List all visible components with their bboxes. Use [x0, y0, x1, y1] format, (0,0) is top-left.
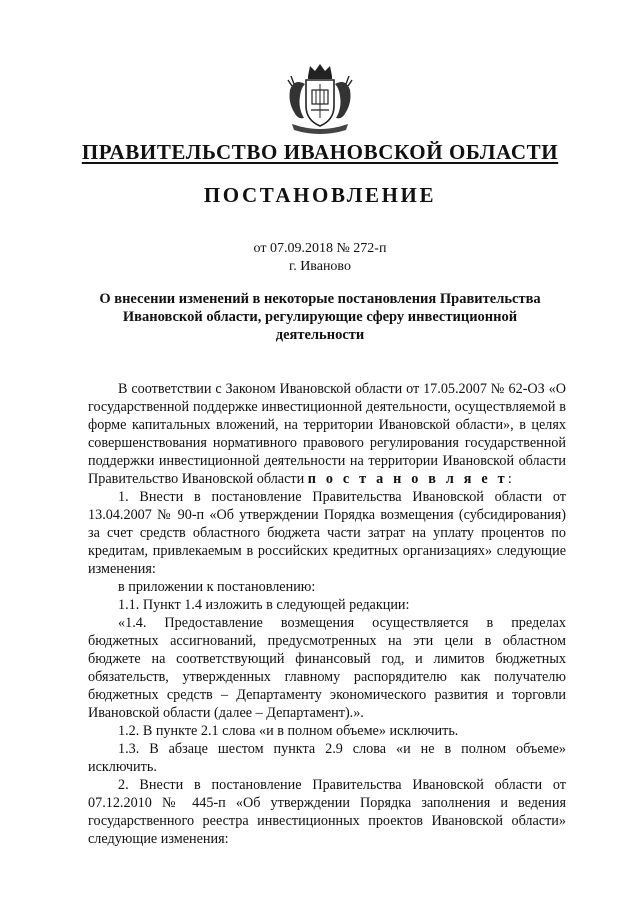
body-paragraph: 2. Внести в постановление Правительства Ивановской области от 07.12.2010 № 445-п «Об утверждении Порядка заполнения и ведения государственного реестра инвестиционных проектов Ивановской области» следующие изменения:	[88, 777, 566, 847]
decree-colon: :	[507, 471, 512, 487]
document-body	[88, 380, 566, 848]
ivanovo-coat-of-arms-icon	[286, 62, 354, 136]
document-date-number: от 07.09.2018 № 272-п	[253, 241, 387, 256]
body-paragraph: 1.3. В абзаце шестом пункта 2.9 слова «и не в полном объеме» исключить.	[88, 741, 566, 775]
organization-title: ПРАВИТЕЛЬСТВО ИВАНОВСКОЙ ОБЛАСТИ	[81, 140, 559, 164]
document-city: г. Иваново	[289, 259, 351, 274]
body-paragraph: 1.2. В пункте 2.1 слова «и в полном объеме» исключить.	[118, 723, 459, 739]
body-paragraph: «1.4. Предоставление возмещения осуществляется в пределах бюджетных ассигнований, предусмотренных на эти цели в областном бюджете на соответствующий финансовый год, и лимитов бюджетных обязательств, утвержденных главному распорядителю как получателю бюджетных средств – Департаменту экономического развития и торговли Ивановской области (далее – Департамент).».	[88, 615, 566, 721]
decree-word: п о с т а н о в л я е т	[307, 471, 508, 487]
body-paragraph: в приложении к постановлению:	[118, 579, 316, 595]
document-subject: О внесении изменений в некоторые постановления Правительства Ивановской области, регулирующие сферу инвестиционной деятельности	[99, 291, 541, 343]
document-type: ПОСТАНОВЛЕНИЕ	[203, 183, 437, 207]
preamble-paragraph	[88, 380, 566, 488]
preamble-text: В соответствии с Законом Ивановской области от 17.05.2007 № 62-ОЗ «О государственной поддержке инвестиционной деятельности, осуществляемой в форме капитальных вложений, на территории Ивановской области», в целях совершенствования нормативного правового регулирования государственной поддержки инвестиционной деятельности на территории Ивановской области Правительство Ивановской области	[88, 381, 566, 487]
body-paragraph: 1.1. Пункт 1.4 изложить в следующей редакции:	[118, 597, 410, 613]
body-paragraph: 1. Внести в постановление Правительства Ивановской области от 13.04.2007 № 90-п «Об утверждении Порядка возмещения (субсидирования) за счет средств областного бюджета части затрат на уплату процентов по кредитам, привлекаемым в российских кредитных организациях» следующие изменения:	[88, 489, 566, 577]
